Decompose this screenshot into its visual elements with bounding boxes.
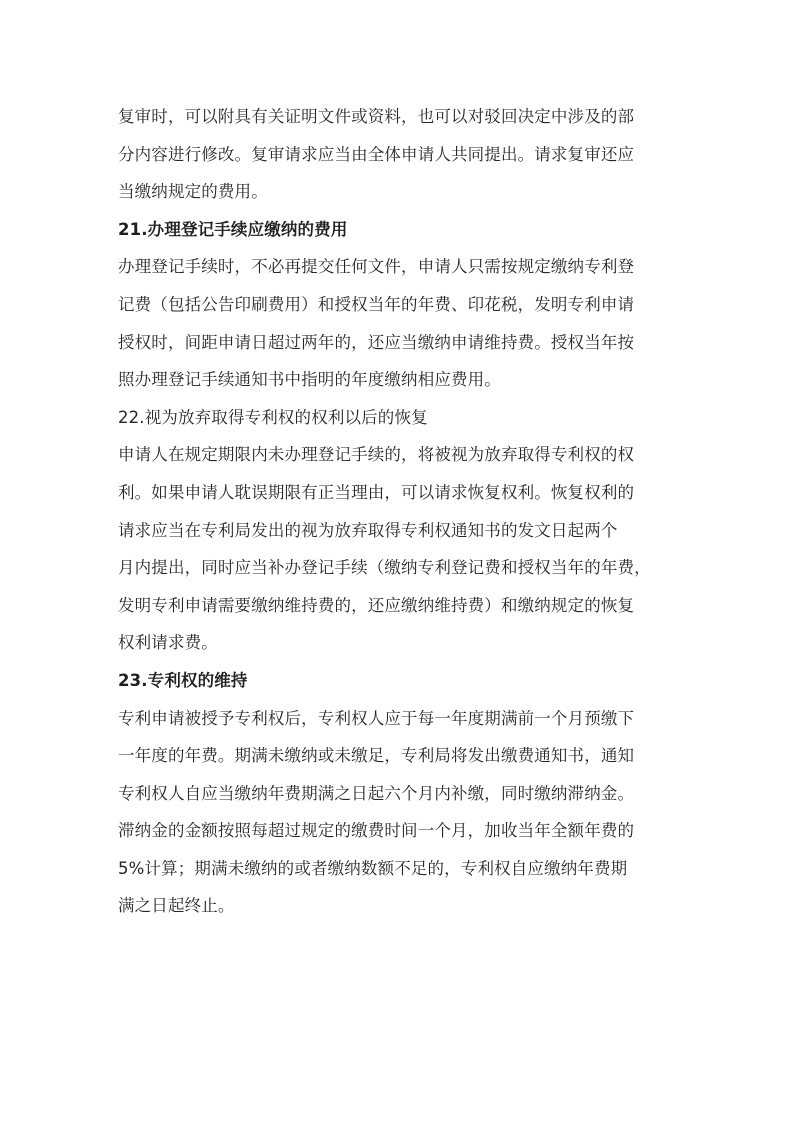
paragraph-line: 授权时，间距申请日超过两年的，还应当缴纳申请维持费。授权当年按 [118,332,635,352]
paragraph-line: 权利请求费。 [118,633,218,653]
paragraph-line: 记费（包括公告印刷费用）和授权当年的年费、印花税，发明专利申请 [118,294,635,314]
paragraph-line: 一年度的年费。期满未缴纳或未缴足，专利局将发出缴费通知书，通知 [118,746,635,766]
paragraph-line: 专利权人自应当缴纳年费期满之日起六个月内补缴，同时缴纳滞纳金。 [118,783,635,803]
paragraph-line: 滞纳金的金额按照每超过规定的缴费时间一个月，加收当年全额年费的 [118,821,635,841]
paragraph-line: 复审时，可以附具有关证明文件或资料，也可以对驳回决定中涉及的部 [118,107,635,126]
section-heading-23: 23.专利权的维持 [118,670,248,690]
paragraph-line: 专利申请被授予专利权后，专利权人应于每一年度期满前一个月预缴下 [118,708,635,728]
paragraph-line: 申请人在规定期限内未办理登记手续的，将被视为放弃取得专利权的权 [118,445,635,465]
paragraph-line: 5%计算；期满未缴纳的或者缴纳数额不足的，专利权自应缴纳年费期 [118,858,628,878]
paragraph-line: 办理登记手续时，不必再提交任何文件，申请人只需按规定缴纳专利登 [118,257,635,277]
document-body [118,98,678,925]
paragraph-line: 请求应当在专利局发出的视为放弃取得专利权通知书的发文日起两个 [118,520,618,540]
section-heading-22: 22.视为放弃取得专利权的权利以后的恢复 [118,407,428,427]
paragraph-line: 照办理登记手续通知书中指明的年度缴纳相应费用。 [118,370,501,390]
paragraph-line: 利。如果申请人耽误期限有正当理由，可以请求恢复权利。恢复权利的 [118,482,635,502]
paragraph-line: 当缴纳规定的费用。 [118,182,268,202]
paragraph-line: 分内容进行修改。复审请求应当由全体申请人共同提出。请求复审还应 [118,144,635,164]
section-heading-21: 21.办理登记手续应缴纳的费用 [118,219,348,239]
paragraph-line: 满之日起终止。 [118,896,235,916]
paragraph-line: 月内提出，同时应当补办登记手续（缴纳专利登记费和授权当年的年费， [118,558,651,578]
paragraph-line: 发明专利申请需要缴纳维持费的，还应缴纳维持费）和缴纳规定的恢复 [118,595,635,615]
